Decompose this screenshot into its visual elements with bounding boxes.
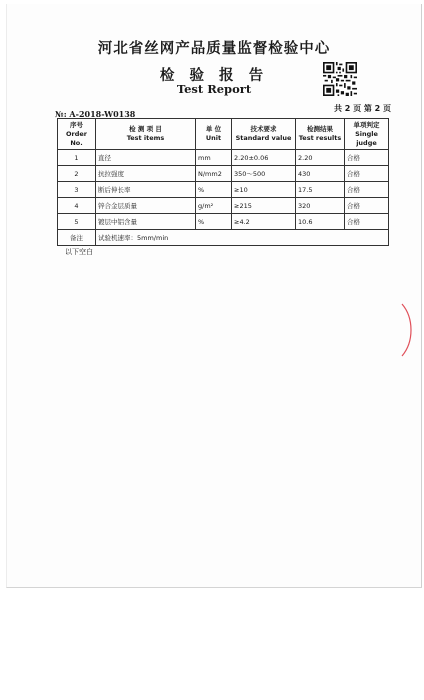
cell-standard: 2.20±0.06	[232, 150, 296, 166]
header-standard: 技术要求 Standard value	[232, 119, 296, 150]
cell-item: 锌合金层质量	[96, 198, 196, 214]
qr-code-icon	[323, 62, 357, 96]
cell-order: 4	[58, 198, 96, 214]
header-judge: 单项判定 Single judge	[345, 119, 389, 150]
cell-unit: %	[196, 182, 232, 198]
cell-order: 3	[58, 182, 96, 198]
organization-title: 河北省丝网产品质量监督检验中心	[97, 41, 331, 57]
cell-order: 5	[58, 214, 96, 230]
table-row	[58, 182, 389, 198]
cell-result: 10.6	[296, 214, 345, 230]
remark-row	[58, 230, 389, 246]
cell-standard: ≥10	[232, 182, 296, 198]
cell-item: 断后伸长率	[96, 182, 196, 198]
table-row	[58, 150, 389, 166]
report-page	[6, 4, 422, 588]
cell-order: 2	[58, 166, 96, 182]
blank-below-note: 以下空白	[65, 248, 93, 256]
cell-standard: ≥215	[232, 198, 296, 214]
remark-label: 备注	[58, 230, 96, 246]
cell-unit: mm	[196, 150, 232, 166]
cell-result: 2.20	[296, 150, 345, 166]
table-row	[58, 198, 389, 214]
cell-judge: 合格	[345, 150, 389, 166]
cell-judge: 合格	[345, 182, 389, 198]
header-order: 序号 Order No.	[58, 119, 96, 150]
cell-judge: 合格	[345, 198, 389, 214]
cell-unit: g/m²	[196, 198, 232, 214]
cell-unit: %	[196, 214, 232, 230]
page-count: 共 2 页 第 2 页	[333, 104, 391, 113]
red-stamp-edge	[398, 302, 422, 358]
cell-standard: ≥4.2	[232, 214, 296, 230]
cell-result: 17.5	[296, 182, 345, 198]
cell-result: 430	[296, 166, 345, 182]
table-header-row	[58, 119, 389, 150]
results-table	[57, 118, 389, 246]
cell-result: 320	[296, 198, 345, 214]
cell-judge: 合格	[345, 166, 389, 182]
table-row	[58, 214, 389, 230]
cell-item: 直径	[96, 150, 196, 166]
header-unit: 单 位 Unit	[196, 119, 232, 150]
report-title-cn: 检 验 报 告	[159, 68, 269, 84]
remark-text: 试验机速率：5mm/min	[96, 230, 389, 246]
cell-item: 镀层中铝含量	[96, 214, 196, 230]
cell-standard: 350～500	[232, 166, 296, 182]
report-number: №: A-2018-W0138	[55, 109, 136, 119]
header-results: 检测结果 Test results	[296, 119, 345, 150]
header-test-items: 检 测 项 目 Test items	[96, 119, 196, 150]
report-title-en: Test Report	[176, 82, 252, 96]
cell-judge: 合格	[345, 214, 389, 230]
cell-unit: N/mm2	[196, 166, 232, 182]
cell-order: 1	[58, 150, 96, 166]
table-row	[58, 166, 389, 182]
cell-item: 抗拉强度	[96, 166, 196, 182]
